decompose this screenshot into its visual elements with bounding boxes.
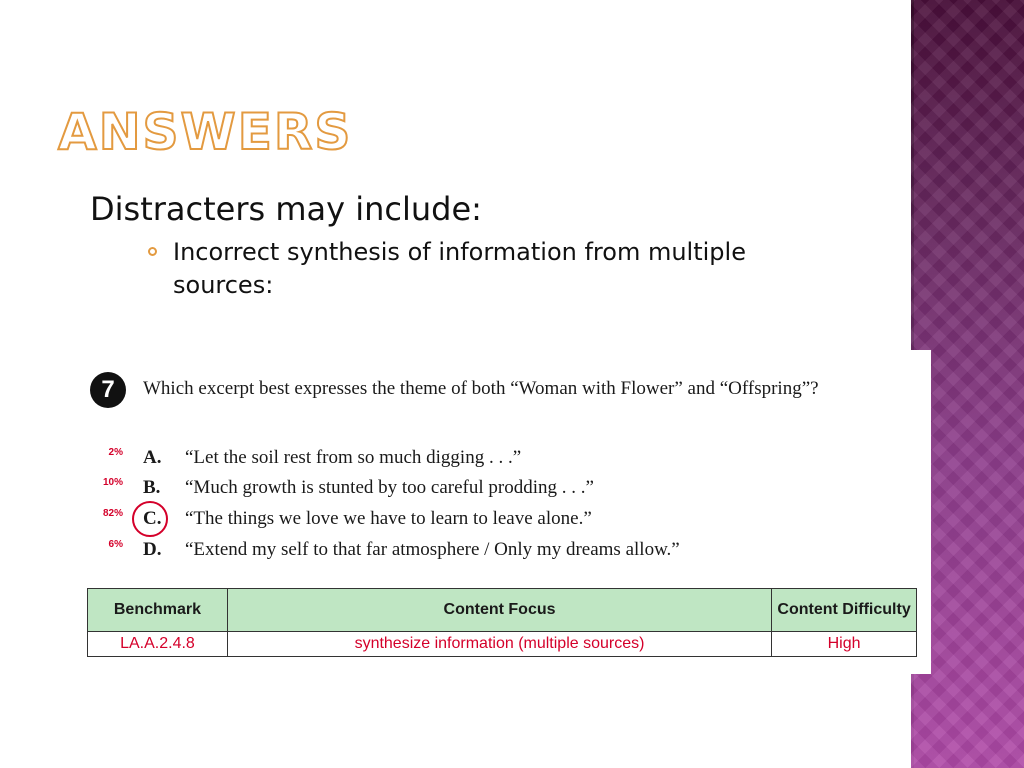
benchmark-table: [87, 588, 917, 657]
option-letter: A.: [143, 447, 162, 468]
header-benchmark: Benchmark: [88, 589, 228, 632]
question-image: [85, 350, 931, 674]
option-percent: 2%: [108, 447, 123, 458]
table-header-row: [88, 589, 917, 632]
table-row: [88, 632, 917, 657]
header-content-difficulty: Content Difficulty: [772, 589, 917, 632]
option-percent: 82%: [102, 508, 123, 519]
option-text: “Much growth is stunted by too careful prodding . . .”: [185, 477, 594, 498]
cell-content-focus: synthesize information (multiple sources): [227, 632, 771, 657]
slide-title: ANSWERS: [58, 103, 353, 161]
option-percent: 10%: [102, 477, 123, 488]
cell-benchmark: LA.A.2.4.8: [88, 632, 228, 657]
question-number-badge: 7: [90, 372, 126, 408]
question-stem: Which excerpt best expresses the theme of both “Woman with Flower” and “Offspring”?: [143, 378, 819, 399]
option-percent: 6%: [108, 539, 123, 550]
bullet-circle-icon: [148, 247, 157, 256]
answer-option-c: [85, 508, 865, 536]
header-content-focus: Content Focus: [227, 589, 771, 632]
answer-option-d: [85, 539, 865, 567]
option-letter: D.: [143, 539, 162, 560]
slide-heading: Distracters may include:: [90, 190, 482, 228]
option-letter: C.: [143, 508, 162, 529]
option-text: “The things we love we have to learn to leave alone.”: [185, 508, 592, 529]
option-text: “Let the soil rest from so much digging . . .”: [185, 447, 522, 468]
option-text: “Extend my self to that far atmosphere / Only my dreams allow.”: [185, 539, 680, 560]
answer-option-b: [85, 477, 865, 505]
answer-option-a: [85, 447, 865, 475]
cell-difficulty: High: [772, 632, 917, 657]
bullet-text: Incorrect synthesis of information from multiple sources:: [173, 238, 746, 299]
option-letter: B.: [143, 477, 161, 498]
